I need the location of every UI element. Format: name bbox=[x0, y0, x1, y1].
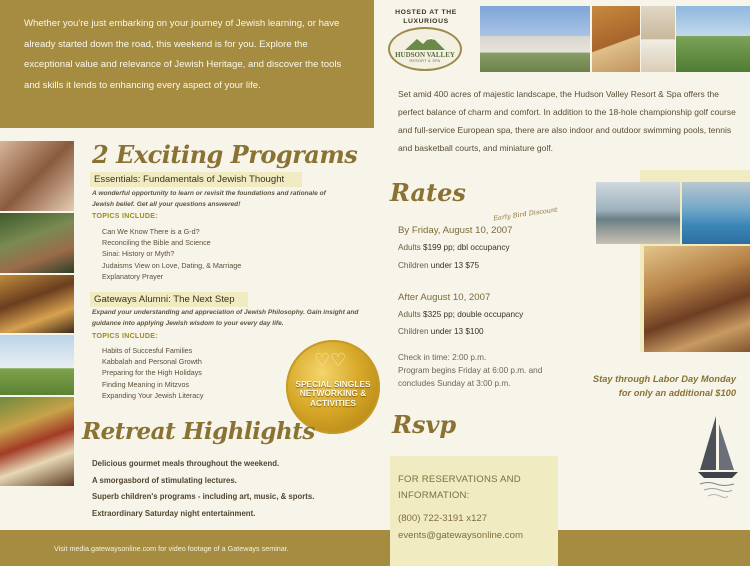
topic-item: Reconciling the Bible and Science bbox=[102, 238, 211, 248]
logo-name: HUDSON VALLEY bbox=[395, 50, 455, 59]
program-2-topic-list bbox=[102, 345, 204, 401]
logo-sub: RESORT & SPA bbox=[409, 58, 441, 63]
sailboat-icon bbox=[696, 412, 740, 502]
topic-item: Kabbalah and Personal Growth bbox=[102, 357, 202, 367]
checkin-info bbox=[398, 351, 578, 390]
rate-1-date: By Friday, August 10, 2007 bbox=[398, 225, 513, 236]
rate-1-children bbox=[398, 261, 479, 270]
labor-day-offer bbox=[570, 372, 736, 400]
hudson-valley-logo bbox=[388, 27, 462, 71]
children-value: under 13 $75 bbox=[430, 261, 480, 270]
adults-label: Adults bbox=[398, 243, 421, 252]
menorah-photo bbox=[0, 275, 74, 333]
topic-item: Sinai: History or Myth? bbox=[102, 249, 175, 259]
children-label: Children bbox=[398, 327, 429, 336]
adults-value: $325 pp; double occupancy bbox=[423, 310, 524, 319]
rate-2-children bbox=[398, 327, 484, 336]
program-2-description: Expand your understanding and appreciation of Jewish Philosophy. Gain insight and guidance into applying Jewish wisdom to your every day life. bbox=[92, 309, 359, 327]
rsvp-label: FOR RESERVATIONS AND INFORMATION: bbox=[398, 474, 521, 501]
children-label: Children bbox=[398, 261, 429, 270]
program-1-heading: Essentials: Fundamentals of Jewish Thought bbox=[90, 172, 302, 187]
hosted-label: HOSTED AT THE LUXURIOUS bbox=[395, 9, 457, 25]
adults-label: Adults bbox=[398, 310, 421, 319]
highlights-title: Retreat Highlights bbox=[82, 418, 315, 445]
hearts-icon: ♡♡ bbox=[314, 350, 347, 370]
lounge-photo bbox=[644, 246, 750, 352]
rsvp-title: Rsvp bbox=[392, 410, 457, 439]
gym-photo bbox=[596, 182, 680, 244]
rate-1-adults bbox=[398, 243, 510, 252]
program-1-topics-label: TOPICS INCLUDE: bbox=[92, 213, 158, 220]
golf-course-photo bbox=[676, 6, 750, 72]
programs-title: 2 Exciting Programs bbox=[92, 140, 358, 169]
rsvp-phone[interactable]: (800) 722-3191 x127 bbox=[398, 513, 488, 524]
checkin-time: Check in time: 2:00 p.m. bbox=[398, 353, 487, 362]
rate-2-date: After August 10, 2007 bbox=[398, 292, 491, 303]
children-running-photo bbox=[0, 335, 74, 395]
early-bird-label: Early Bird Discount bbox=[492, 205, 559, 223]
program-2-topics-label: TOPICS INCLUDE: bbox=[92, 333, 158, 340]
topic-item: Expanding Your Jewish Literacy bbox=[102, 390, 204, 400]
buffet-photo bbox=[0, 397, 74, 486]
intro-block bbox=[0, 0, 374, 128]
pool-photo bbox=[682, 182, 750, 244]
adults-value: $199 pp; dbl occupancy bbox=[423, 243, 510, 252]
highlight-item: Delicious gourmet meals throughout the weekend. bbox=[92, 459, 280, 468]
highlight-item: Superb children's programs - including art, music, & sports. bbox=[92, 492, 315, 501]
mountain-icon bbox=[403, 35, 447, 51]
program-1-description: A wonderful opportunity to learn or revisit the foundations and rationale of Jewish belief. Get all your questions answered! bbox=[92, 190, 326, 208]
children-value: under 13 $100 bbox=[430, 327, 484, 336]
hotel-building-photo bbox=[480, 6, 590, 72]
labor-day-line-1: Stay through Labor Day Monday bbox=[592, 374, 736, 384]
crowd-photo bbox=[0, 213, 74, 273]
labor-day-line-2: for only an additional $100 bbox=[618, 388, 736, 398]
topic-item: Judaisms View on Love, Dating, & Marriage bbox=[102, 260, 242, 270]
highlights-list bbox=[92, 456, 314, 522]
hotel-room-photo bbox=[641, 6, 675, 72]
seal-text: SPECIAL SINGLES NETWORKING & ACTIVITIES bbox=[295, 378, 371, 408]
program-times: Program begins Friday at 6:00 p.m. and concludes Sunday at 3:00 p.m. bbox=[398, 366, 543, 388]
topic-item: Habits of Succesful Families bbox=[102, 346, 193, 355]
family-photo bbox=[0, 141, 74, 211]
rsvp-box bbox=[390, 456, 558, 566]
program-2-heading: Gateways Alumni: The Next Step bbox=[90, 292, 248, 307]
topic-item: Preparing for the High Holidays bbox=[102, 368, 202, 378]
topic-item: Finding Meaning in Mitzvos bbox=[102, 379, 190, 389]
hotel-description: Set amid 400 acres of majestic landscape, the Hudson Valley Resort & Spa offers the perfect balance of charm and comfort. In addition to the 18-hole championship golf course and full-service European spa, there are also indoor and outdoor swimming pools, tennis and basketball courts, and miniature golf. bbox=[398, 89, 736, 153]
highlight-item: A smorgasbord of stimulating lectures. bbox=[92, 475, 237, 485]
topic-item: Can We Know There is a G-d? bbox=[102, 227, 200, 236]
intro-text: Whether you're just embarking on your journey of Jewish learning, or have already started down the road, this weekend is for you. Explore the exceptional value and relevance of Jewish Heritage, and discover the tools and skills it lends to enhancing every aspect of your life. bbox=[24, 18, 342, 91]
footer-visit-text: Visit media.gatewaysonline.com for video footage of a Gateways seminar. bbox=[54, 544, 289, 553]
topic-item: Explanatory Prayer bbox=[102, 271, 164, 281]
left-photo-strip bbox=[0, 141, 74, 486]
rate-2-adults bbox=[398, 310, 523, 319]
rsvp-email[interactable]: events@gatewaysonline.com bbox=[398, 530, 523, 541]
rates-title: Rates bbox=[390, 178, 466, 207]
hotel-lobby-photo bbox=[592, 6, 640, 72]
highlight-item: Extraordinary Saturday night entertainment. bbox=[92, 508, 256, 518]
program-1-topic-list bbox=[102, 226, 241, 282]
